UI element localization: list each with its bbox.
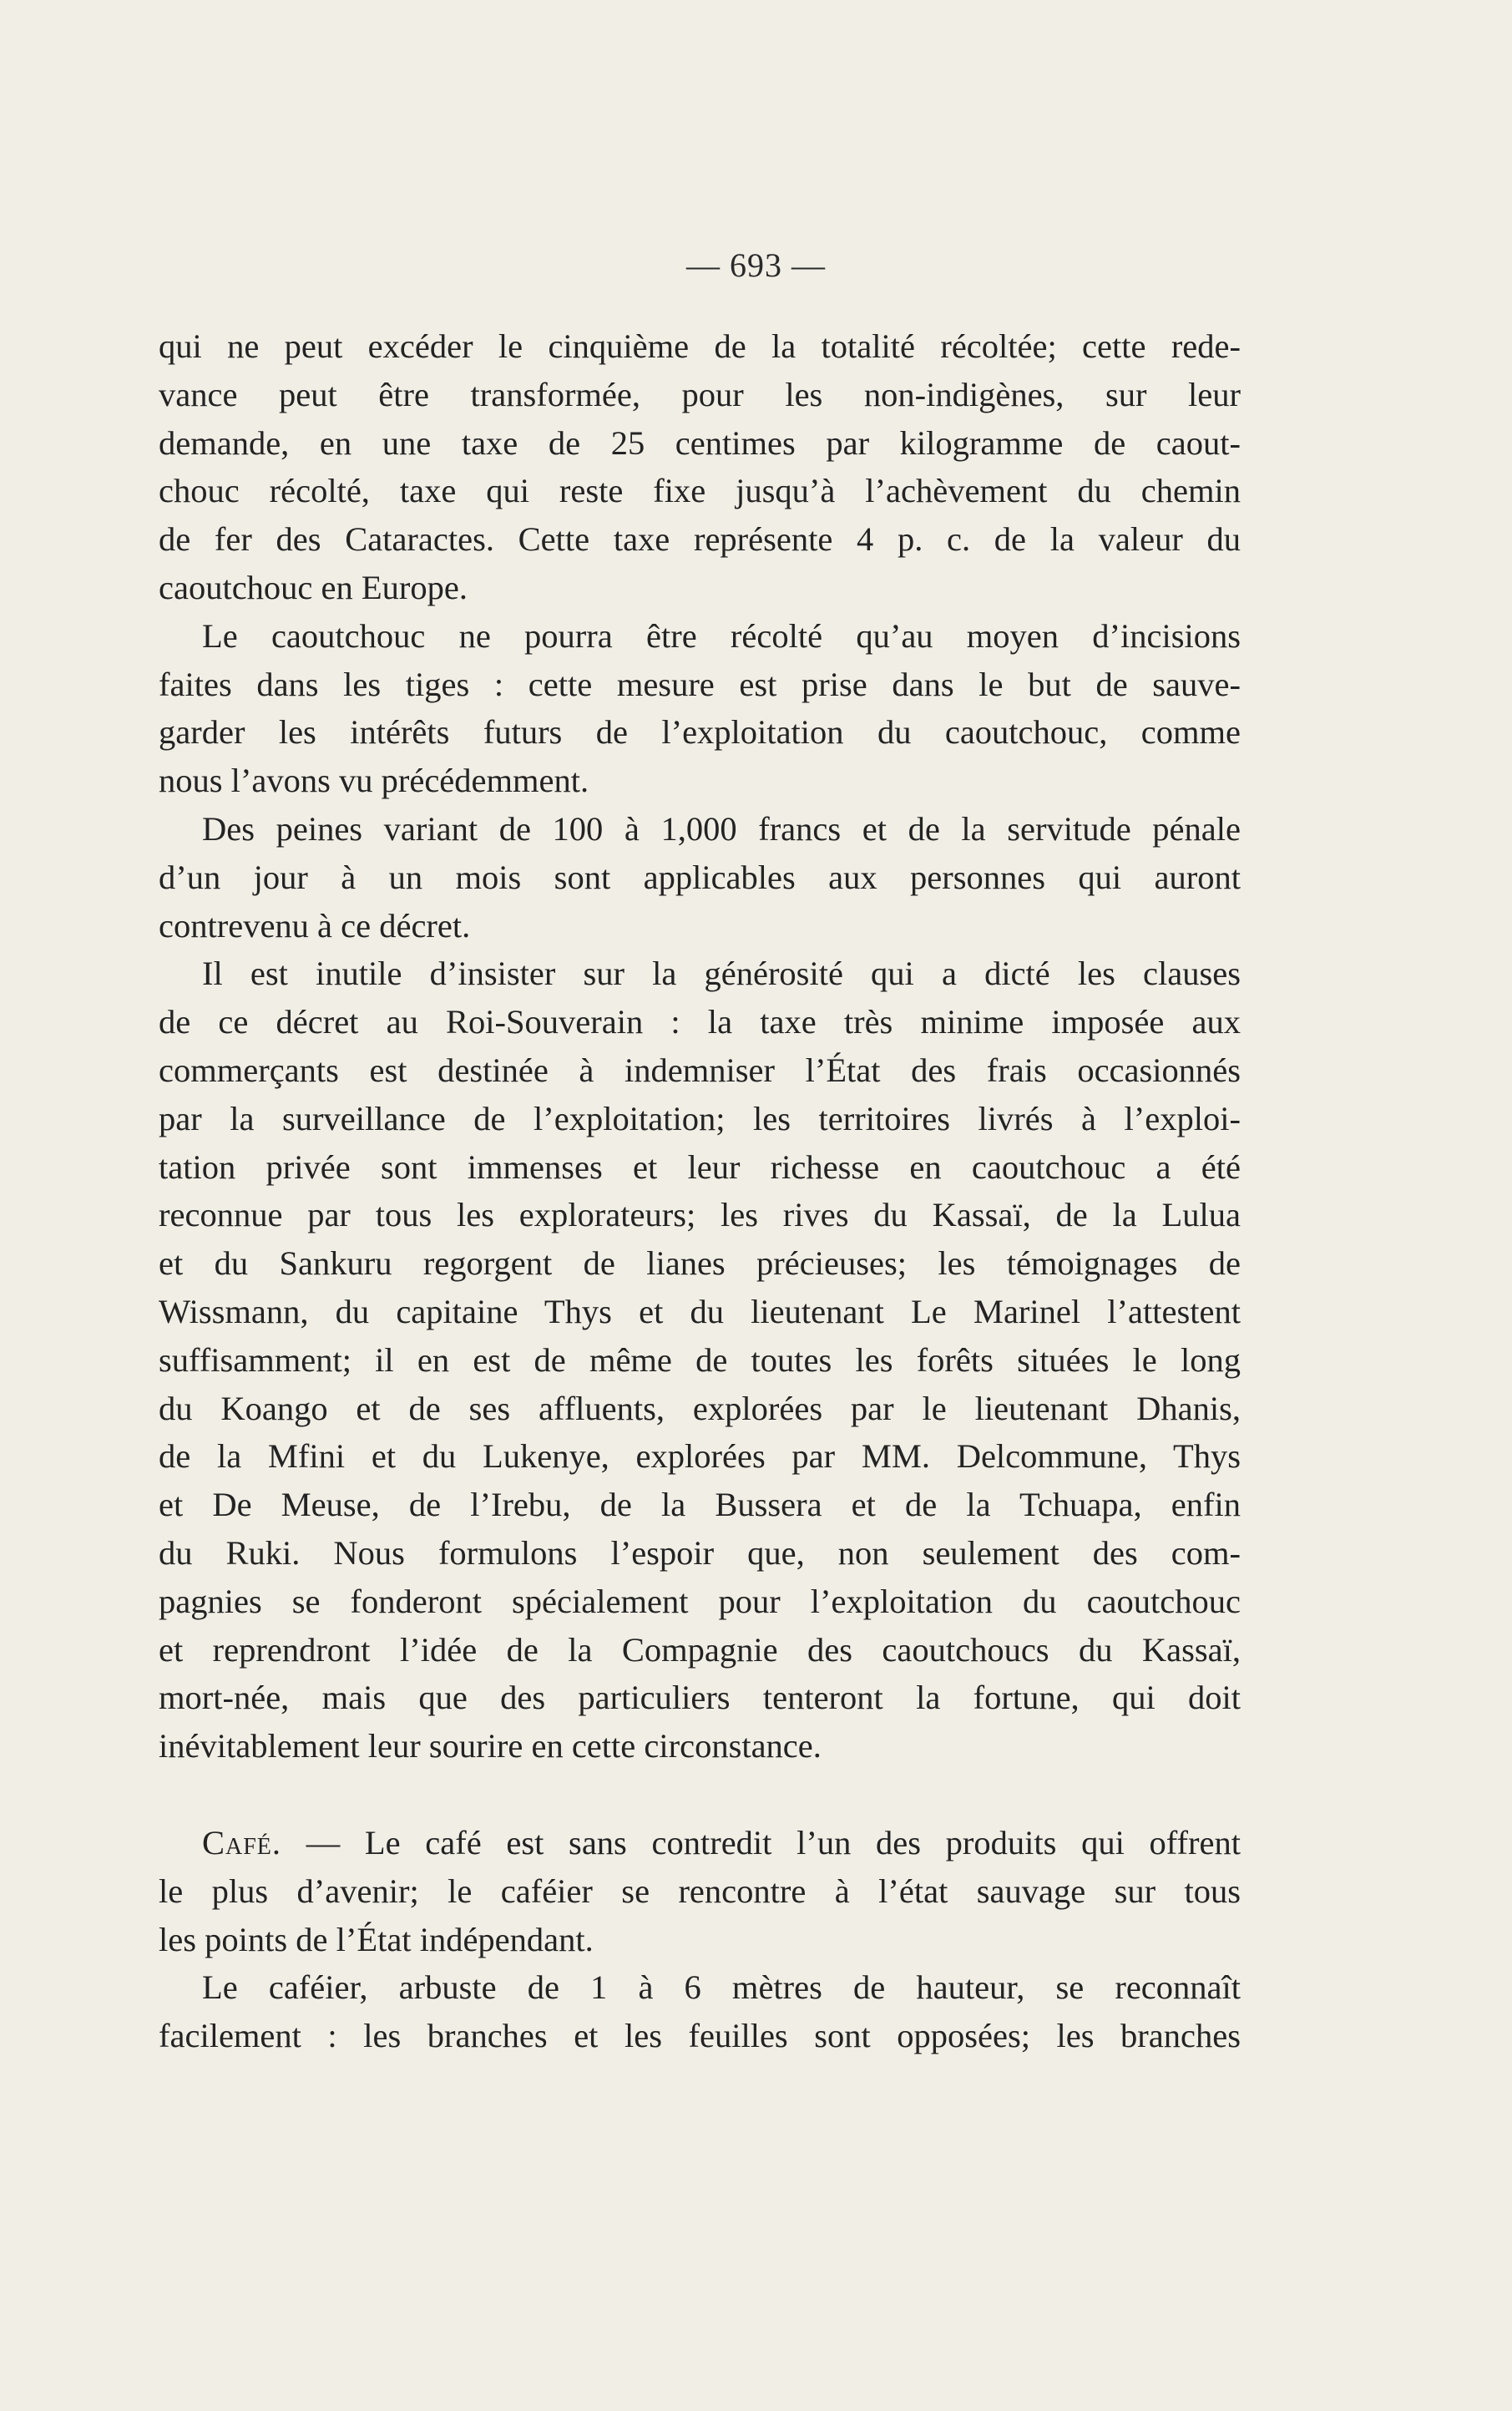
text-line: tation privée sont immenses et leur richesse en caoutchouc a été <box>159 1147 1241 1186</box>
paragraph-3 <box>159 805 1241 950</box>
text-line: Wissmann, du capitaine Thys et du lieutenant Le Marinel l’attestent <box>159 1292 1241 1330</box>
body-text <box>159 322 1241 2060</box>
paragraph-6 <box>159 1963 1241 2060</box>
text-line: suffisamment; il en est de même de toutes les forêts situées le long <box>159 1340 1241 1379</box>
text-line: contrevenu à ce décret. <box>159 906 471 945</box>
text-line: caoutchouc en Europe. <box>159 568 468 606</box>
text-line: du Ruki. Nous formulons l’espoir que, non seulement des com- <box>159 1533 1241 1572</box>
text-line: nous l’avons vu précédemment. <box>159 762 589 800</box>
line-text: Le caféier, arbuste de 1 à 6 mètres de hauteur, se reconnaît <box>202 1968 1241 2007</box>
text-line: et du Sankuru regorgent de lianes précieuses; les témoignages de <box>159 1244 1241 1283</box>
text-line <box>159 1963 1241 2012</box>
text-line: mort-née, mais que des particuliers tenteront la fortune, qui doit <box>159 1679 1241 1717</box>
paragraph-4 <box>159 950 1241 1770</box>
text-line: pagnies se fonderont spécialement pour l’exploitation du caoutchouc <box>159 1582 1241 1620</box>
text-line: facilement : les branches et les feuilles sont opposées; les branches <box>159 2017 1241 2055</box>
text-line <box>159 1819 1241 1867</box>
paragraph-1 <box>159 322 1241 612</box>
text-line: et reprendront l’idée de la Compagnie des caoutchoucs du Kassaï, <box>159 1630 1241 1669</box>
text-line: faites dans les tiges : cette mesure est prise dans le but de sauve- <box>159 665 1241 703</box>
line-text: Il est inutile d’insister sur la générosité qui a dicté les clauses <box>202 955 1241 993</box>
text-line: qui ne peut excéder le cinquième de la totalité récoltée; cette rede- <box>159 327 1241 365</box>
text-line: garder les intérêts futurs de l’exploitation du caoutchouc, comme <box>159 713 1241 752</box>
section-heading: Café. <box>202 1823 282 1861</box>
section-gap <box>159 1770 1241 1819</box>
text-line: chouc récolté, taxe qui reste fixe jusqu’à l’achèvement du chemin <box>159 472 1241 510</box>
text-line: commerçants est destinée à indemniser l’État des frais occasionnés <box>159 1051 1241 1089</box>
text-line: de la Mfini et du Lukenye, explorées par MM. Delcommune, Thys <box>159 1437 1241 1476</box>
text-line: le plus d’avenir; le caféier se rencontre à l’état sauvage sur tous <box>159 1872 1241 1910</box>
text-line: et De Meuse, de l’Irebu, de la Bussera et de la Tchuapa, enfin <box>159 1486 1241 1524</box>
text-line: d’un jour à un mois sont applicables aux personnes qui auront <box>159 858 1241 896</box>
paragraph-5 <box>159 1819 1241 1963</box>
text-line: les points de l’État indépendant. <box>159 1920 594 1958</box>
text-line <box>159 950 1241 998</box>
text-line: reconnue par tous les explorateurs; les rives du Kassaï, de la Lulua <box>159 1196 1241 1234</box>
text-line: demande, en une taxe de 25 centimes par kilogramme de caout- <box>159 423 1241 462</box>
text-line: de fer des Cataractes. Cette taxe représente 4 p. c. de la valeur du <box>159 520 1241 559</box>
text-line: inévitablement leur sourire en cette circonstance. <box>159 1727 822 1765</box>
text-line: du Koango et de ses affluents, explorées par le lieutenant Dhanis, <box>159 1389 1241 1427</box>
line-text: Des peines variant de 100 à 1,000 francs et de la servitude pénale <box>202 809 1241 848</box>
page-number: — 693 — <box>686 246 826 284</box>
line-text: Le caoutchouc ne pourra être récolté qu’au moyen d’incisions <box>202 616 1241 655</box>
text-line <box>159 805 1241 853</box>
paragraph-2 <box>159 612 1241 805</box>
text-line: par la surveillance de l’exploitation; les territoires livrés à l’exploi- <box>159 1099 1241 1137</box>
text-line: de ce décret au Roi-Souverain : la taxe très minime imposée aux <box>159 1003 1241 1041</box>
text-line: vance peut être transformée, pour les non-indigènes, sur leur <box>159 375 1241 413</box>
text-line <box>159 612 1241 661</box>
line-text: — Le café est sans contredit l’un des produits qui offrent <box>281 1823 1241 1861</box>
